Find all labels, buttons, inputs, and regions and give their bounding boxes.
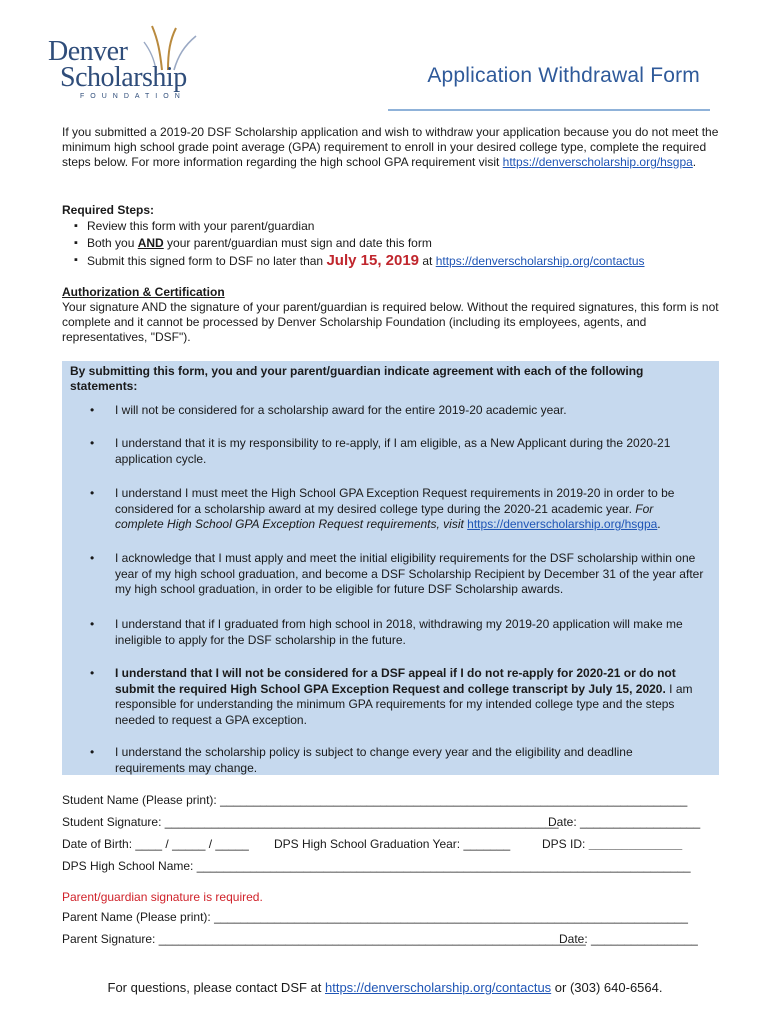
- contact-post: or (303) 640-6564.: [551, 980, 663, 995]
- step2-post: your parent/guardian must sign and date this form: [163, 236, 432, 250]
- statement-7: [90, 745, 705, 776]
- intro-text: If you submitted a 2019-20 DSF Scholarship application and wish to withdraw your application because you do not meet the minimum high school grade point average (GPA) requirement to enroll in your desired college type, complete the required steps below. For more information regarding the high school GPA requirement visit: [62, 125, 719, 169]
- required-steps-heading: Required Steps:: [62, 203, 155, 217]
- statement-4: [90, 551, 705, 598]
- statement-1: [90, 403, 705, 419]
- bullet: •: [90, 436, 95, 450]
- step2-pre: Both you: [87, 236, 138, 250]
- authorization-text: Your signature AND the signature of your parent/guardian is required below. Without the required signatures, this form is not complete and it cannot be processed by Denver Scholarship Foundation (including its employees, agents, and representatives, "DSF").: [62, 300, 719, 344]
- parent-required-note: Parent/guardian signature is required.: [62, 890, 263, 904]
- title-divider: [388, 109, 710, 111]
- step-sign: [74, 235, 714, 252]
- high-school-name-field[interactable]: DPS High School Name: __________________________________________________________________________: [62, 859, 691, 873]
- bullet: •: [90, 486, 95, 500]
- deadline-date: July 15, 2019: [326, 252, 420, 269]
- contact-link[interactable]: https://denverscholarship.org/contactus: [325, 980, 552, 995]
- statement-5: [90, 617, 705, 648]
- authorization-heading: Authorization & Certification: [62, 285, 225, 299]
- statement-6-bold: I understand that I will not be considered for a DSF appeal if I do not re-apply for 2020-21 or do not submit the required High School GPA Exception Request and college transcript by July 15, 2020.: [115, 666, 676, 696]
- statement-2-text: I understand that it is my responsibility to re-apply, if I am eligible, as a New Applicant during the 2020-21 application cycle.: [115, 436, 671, 466]
- statement-3-text: I understand I must meet the High School GPA Exception Request requirements in 2019-20 in order to be considered for a scholarship award at my desired college type during the 2020-21 academic year.: [115, 486, 675, 516]
- dps-id-label: DPS ID:: [542, 837, 589, 851]
- student-date-field[interactable]: Date: __________________: [548, 815, 701, 829]
- step-submit: [74, 252, 714, 270]
- logo-denver: Denver: [48, 36, 128, 67]
- statement-3-hsgpa-link[interactable]: https://denverscholarship.org/hsgpa: [467, 517, 658, 531]
- statement-2: [90, 436, 705, 467]
- statement-7-text: I understand the scholarship policy is subject to change every year and the eligibility and deadline requirements may change.: [115, 745, 633, 775]
- intro-end: .: [692, 155, 697, 169]
- agreement-box: [62, 361, 719, 775]
- statement-3: [90, 486, 705, 533]
- step3-pre: Submit this signed form to DSF no later than: [87, 254, 327, 268]
- statement-3-end: .: [657, 517, 661, 531]
- step3-at: at: [419, 254, 436, 268]
- agreement-heading: By submitting this form, you and your parent/guardian indicate agreement with each of the following statements:: [70, 364, 644, 393]
- bullet: •: [90, 551, 95, 565]
- logo-scholarship: Scholarship: [60, 62, 187, 93]
- statement-4-text: I acknowledge that I must apply and meet the initial eligibility requirements for the DSF scholarship within one year of my high school graduation, and become a DSF Scholarship Recipient by December 31 of the year after my high school graduation, in order to be eligible for future DSF Scholarship awards.: [115, 551, 704, 596]
- dps-id-blank: ______________: [588, 837, 683, 851]
- date-of-birth-field[interactable]: Date of Birth: ____ / _____ / _____: [62, 837, 249, 851]
- statement-6: [90, 666, 705, 728]
- dsf-logo: [48, 22, 218, 102]
- logo-foundation: FOUNDATION: [80, 93, 186, 100]
- statement-1-text: I will not be considered for a scholarship award for the entire 2019-20 academic year.: [115, 403, 567, 417]
- bullet: •: [90, 745, 95, 759]
- student-name-field[interactable]: Student Name (Please print): ______________________________________________________________________: [62, 793, 688, 807]
- contact-line: [0, 980, 770, 995]
- step2-and: AND: [137, 236, 164, 250]
- statement-6-text: I am responsible for understanding the minimum GPA requirements for my intended college type and the steps needed to request a GPA exception.: [115, 681, 693, 727]
- bullet: •: [90, 617, 95, 631]
- step1-text: Review this form with your parent/guardian: [87, 219, 315, 233]
- required-steps-list: [74, 218, 714, 270]
- bullet: •: [90, 666, 95, 680]
- form-title: Application Withdrawal Form: [427, 64, 700, 87]
- dps-id-field[interactable]: [542, 837, 682, 852]
- contact-pre: For questions, please contact DSF at: [107, 980, 325, 995]
- hsgpa-link[interactable]: https://denverscholarship.org/hsgpa: [502, 155, 693, 169]
- statement-3-italic: For complete High School GPA Exception Request requirements, visit: [115, 501, 654, 531]
- graduation-year-field[interactable]: DPS High School Graduation Year: _______: [274, 837, 511, 851]
- student-signature-field[interactable]: Student Signature: ___________________________________________________________: [62, 815, 559, 829]
- parent-date-field[interactable]: Date: ________________: [559, 932, 698, 946]
- parent-signature-field[interactable]: Parent Signature: ________________________________________________________________: [62, 932, 586, 946]
- step-review: [74, 218, 714, 235]
- parent-name-field[interactable]: Parent Name (Please print): _______________________________________________________________________: [62, 910, 688, 924]
- bullet: •: [90, 403, 95, 417]
- contactus-link[interactable]: https://denverscholarship.org/contactus: [435, 254, 645, 268]
- statement-5-text: I understand that if I graduated from high school in 2018, withdrawing my 2019-20 application will make me ineligible to apply for the DSF scholarship in the future.: [115, 617, 683, 647]
- intro-paragraph: [62, 125, 722, 170]
